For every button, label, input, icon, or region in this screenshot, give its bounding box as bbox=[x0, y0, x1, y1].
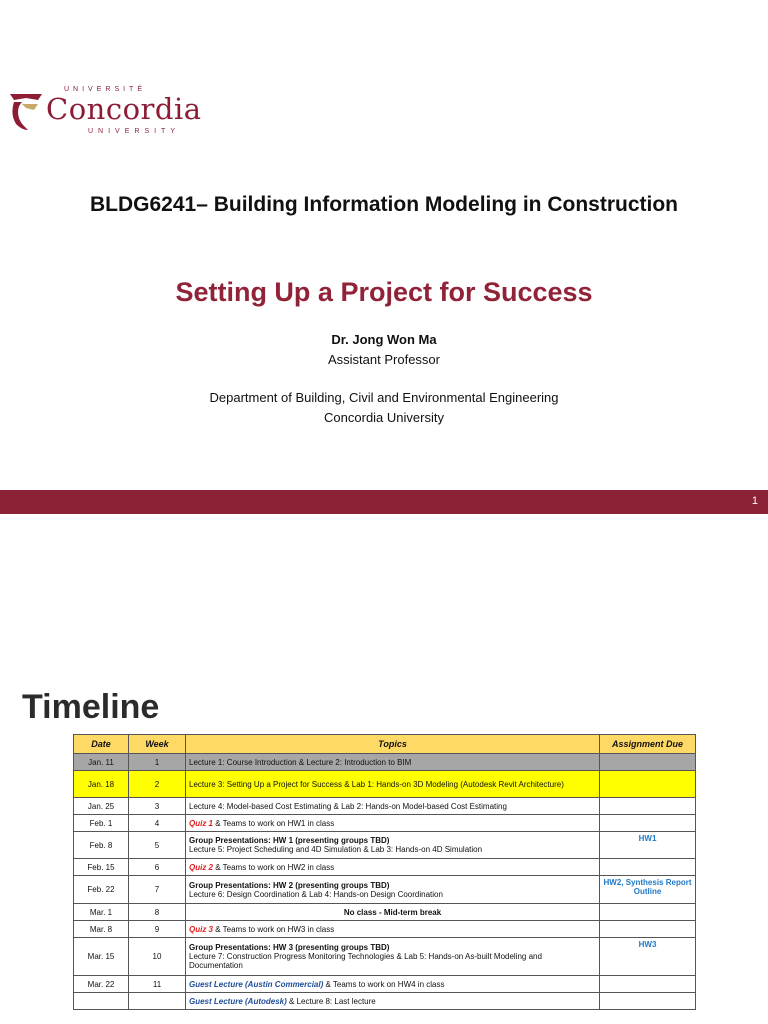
footer-bar bbox=[0, 490, 768, 514]
topic-cell bbox=[186, 938, 600, 976]
due-cell bbox=[600, 976, 696, 993]
due-cell bbox=[600, 815, 696, 832]
due-cell bbox=[600, 798, 696, 815]
timeline-title: Timeline bbox=[22, 688, 160, 726]
due-cell: HW2, Synthesis Report Outline bbox=[600, 876, 696, 904]
date-cell: Mar. 22 bbox=[74, 976, 129, 993]
timeline-table bbox=[73, 734, 696, 1010]
concordia-crest-icon bbox=[8, 90, 44, 132]
department-name: Department of Building, Civil and Environmental Engineering bbox=[209, 390, 559, 405]
presentation-text: Group Presentations: HW 2 (presenting groups TBD) bbox=[189, 880, 390, 890]
presentation-text: Group Presentations: HW 3 (presenting groups TBD) bbox=[189, 943, 390, 952]
table-row bbox=[74, 993, 696, 1010]
date-cell: Mar. 15 bbox=[74, 938, 129, 976]
topic-cell bbox=[186, 993, 600, 1010]
date-cell: Jan. 18 bbox=[74, 771, 129, 798]
quiz-label: Quiz 2 bbox=[189, 862, 214, 872]
topic-cell bbox=[186, 859, 600, 876]
due-cell: HW3 bbox=[600, 938, 696, 976]
column-header-week: Week bbox=[129, 735, 186, 754]
slide-title: Setting Up a Project for Success bbox=[175, 277, 593, 307]
quiz-label: Quiz 1 bbox=[189, 818, 214, 828]
author-name: Dr. Jong Won Ma bbox=[331, 332, 437, 347]
topic-cell bbox=[186, 921, 600, 938]
topic-cell: Lecture 3: Setting Up a Project for Success & Lab 1: Hands-on 3D Modeling (Autodesk Revit Architecture) bbox=[186, 771, 600, 798]
due-cell bbox=[600, 771, 696, 798]
university-name: Concordia University bbox=[324, 410, 444, 425]
due-cell bbox=[600, 993, 696, 1010]
table-row bbox=[74, 798, 696, 815]
date-cell bbox=[74, 993, 129, 1010]
topic-text: Lecture 7: Construction Progress Monitoring Technologies & Lab 5: Hands-on As-built Modeling and Documentation bbox=[189, 952, 542, 970]
week-cell: 2 bbox=[129, 771, 186, 798]
table-header-row bbox=[74, 735, 696, 754]
date-cell: Jan. 11 bbox=[74, 754, 129, 771]
date-cell: Feb. 15 bbox=[74, 859, 129, 876]
week-cell bbox=[129, 993, 186, 1010]
due-cell bbox=[600, 904, 696, 921]
table-row bbox=[74, 938, 696, 976]
date-cell: Mar. 1 bbox=[74, 904, 129, 921]
topic-cell: Lecture 1: Course Introduction & Lecture 2: Introduction to BIM bbox=[186, 754, 600, 771]
date-cell: Jan. 25 bbox=[74, 798, 129, 815]
presentation-text: Group Presentations: HW 1 (presenting groups TBD) bbox=[189, 836, 390, 845]
column-header-assignment-due: Assignment Due bbox=[600, 735, 696, 754]
logo-bottom-text: UNIVERSITY bbox=[88, 128, 181, 135]
week-cell: 4 bbox=[129, 815, 186, 832]
logo-top-text: UNIVERSITÉ bbox=[64, 86, 147, 93]
table-row bbox=[74, 771, 696, 798]
table-row bbox=[74, 815, 696, 832]
table-row bbox=[74, 921, 696, 938]
week-cell: 3 bbox=[129, 798, 186, 815]
week-cell: 11 bbox=[129, 976, 186, 993]
guest-lecture-label: Guest Lecture (Austin Commercial) bbox=[189, 979, 324, 989]
table-row bbox=[74, 832, 696, 859]
course-title: BLDG6241– Building Information Modeling in Construction bbox=[90, 193, 678, 216]
topic-cell bbox=[186, 815, 600, 832]
due-cell bbox=[600, 754, 696, 771]
topic-cell: Lecture 4: Model-based Cost Estimating & Lab 2: Hands-on Model-based Cost Estimating bbox=[186, 798, 600, 815]
table-row bbox=[74, 904, 696, 921]
table-row bbox=[74, 859, 696, 876]
table-row bbox=[74, 754, 696, 771]
topic-cell: No class - Mid-term break bbox=[186, 904, 600, 921]
topic-text: & Teams to work on HW4 in class bbox=[323, 979, 445, 989]
date-cell: Mar. 8 bbox=[74, 921, 129, 938]
week-cell: 6 bbox=[129, 859, 186, 876]
author-role: Assistant Professor bbox=[328, 352, 440, 367]
topic-text: & Teams to work on HW1 in class bbox=[213, 818, 335, 828]
week-cell: 5 bbox=[129, 832, 186, 859]
logo-wordmark: Concordia bbox=[46, 92, 202, 126]
topic-text: & Lecture 8: Last lecture bbox=[286, 996, 376, 1006]
timeline-slide bbox=[0, 514, 768, 1024]
week-cell: 8 bbox=[129, 904, 186, 921]
due-cell bbox=[600, 921, 696, 938]
column-header-topics: Topics bbox=[186, 735, 600, 754]
topic-cell bbox=[186, 976, 600, 993]
topic-text: & Teams to work on HW2 in class bbox=[213, 862, 335, 872]
table-row bbox=[74, 976, 696, 993]
due-cell: HW1 bbox=[600, 832, 696, 859]
concordia-logo bbox=[8, 86, 208, 142]
due-cell bbox=[600, 859, 696, 876]
column-header-date: Date bbox=[74, 735, 129, 754]
table-row bbox=[74, 876, 696, 904]
guest-lecture-label: Guest Lecture (Autodesk) bbox=[189, 996, 287, 1006]
date-cell: Feb. 22 bbox=[74, 876, 129, 904]
week-cell: 9 bbox=[129, 921, 186, 938]
week-cell: 1 bbox=[129, 754, 186, 771]
page-number: 1 bbox=[751, 495, 758, 507]
topic-text: Lecture 6: Design Coordination & Lab 4: Hands-on Design Coordination bbox=[189, 889, 443, 899]
quiz-label: Quiz 3 bbox=[189, 924, 214, 934]
date-cell: Feb. 8 bbox=[74, 832, 129, 859]
topic-text: & Teams to work on HW3 in class bbox=[213, 924, 335, 934]
date-cell: Feb. 1 bbox=[74, 815, 129, 832]
week-cell: 7 bbox=[129, 876, 186, 904]
topic-cell bbox=[186, 876, 600, 904]
topic-cell bbox=[186, 832, 600, 859]
week-cell: 10 bbox=[129, 938, 186, 976]
topic-text: Lecture 5: Project Scheduling and 4D Simulation & Lab 3: Hands-on 4D Simulation bbox=[189, 845, 483, 854]
